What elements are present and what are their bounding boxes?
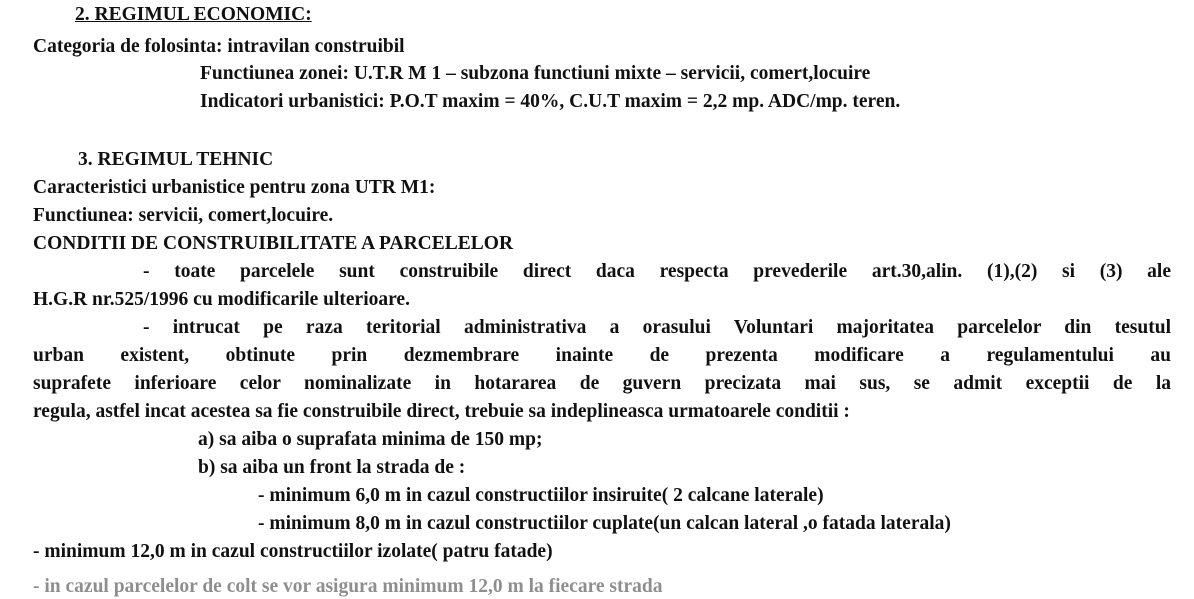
zone-function: Functiunea zonei: U.T.R M 1 – subzona functiuni mixte – servicii, comert,locuire (200, 63, 871, 84)
urban-characteristics: Caracteristici urbanistice pentru zona UTR M1: (33, 177, 436, 198)
paragraph-2-line-4: regula, astfel incat acestea sa fie construibile direct, trebuie sa indeplineasca urmatoarele conditii : (33, 401, 850, 422)
minimum-front-3: - minimum 12,0 m in cazul constructiilor izolate( patru fatade) (33, 541, 553, 562)
urban-indicators: Indicatori urbanistici: P.O.T maxim = 40%, C.U.T maxim = 2,2 mp. ADC/mp. teren. (200, 91, 901, 112)
paragraph-1-line-2: H.G.R nr.525/1996 cu modificarile ulterioare. (33, 289, 410, 310)
paragraph-2-line-1: - intrucat pe raza teritorial administrativa a orasului Voluntari majoritatea parcelelor din tesutul (143, 317, 1171, 338)
minimum-front-2: - minimum 8,0 m in cazul constructiilor cuplate(un calcan lateral ,o fatada laterala) (258, 513, 951, 534)
cut-off-line (0, 576, 1194, 597)
technical-section-title: 3. REGIMUL TEHNIC (78, 149, 274, 170)
conditions-heading: CONDITII DE CONSTRUIBILITATE A PARCELELOR (33, 233, 514, 254)
paragraph-2-line-3: suprafete inferioare celor nominalizate in hotararea de guvern precizata mai sus, se admit exceptii de la (33, 373, 1171, 394)
cut-off-text: - in cazul parcelelor de colt se vor asigura minimum 12,0 m la fiecare strada (33, 576, 663, 597)
zone-functions: Functiunea: servicii, comert,locuire. (33, 205, 334, 226)
minimum-front-1: - minimum 6,0 m in cazul constructiilor insiruite( 2 calcane laterale) (258, 485, 824, 506)
condition-a: a) sa aiba o suprafata minima de 150 mp; (198, 429, 543, 450)
economic-section-title: 2. REGIMUL ECONOMIC: (75, 4, 312, 25)
land-use-category: Categoria de folosinta: intravilan construibil (33, 36, 405, 57)
paragraph-2-line-2: urban existent, obtinute prin dezmembrare inainte de prezenta modificare a regulamentului au (33, 345, 1171, 366)
condition-b: b) sa aiba un front la strada de : (198, 457, 466, 478)
paragraph-1-line-1: - toate parcelele sunt construibile direct daca respecta prevederile art.30,alin. (1),(2) si (3) ale (143, 261, 1171, 282)
